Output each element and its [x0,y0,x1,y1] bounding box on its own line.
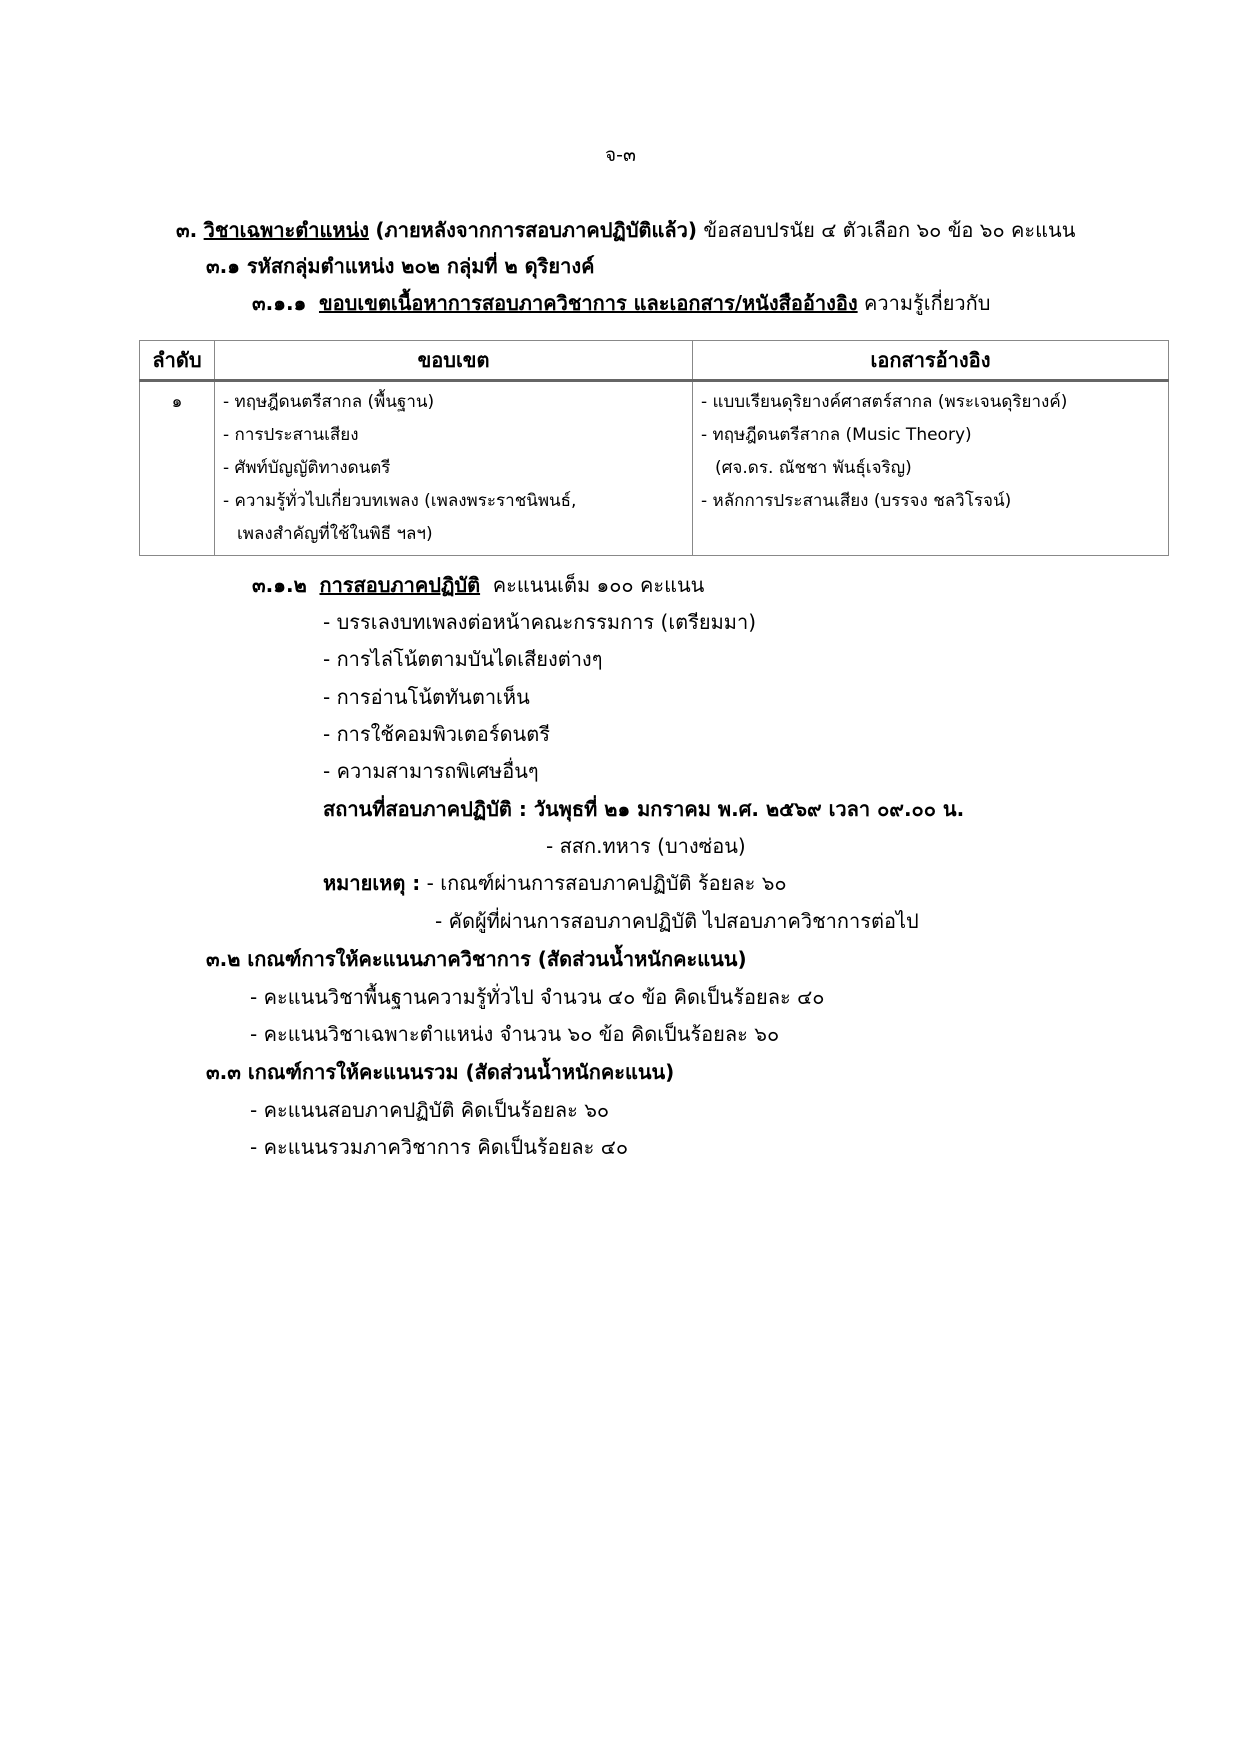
header-references: เอกสารอ้างอิง [693,341,1169,381]
header-scope: ขอบเขต [215,341,693,381]
scope-item: - ทฤษฎีดนตรีสากล (พื้นฐาน) [223,392,435,412]
practical-venue-line: สถานที่สอบภาคปฏิบัติ : วันพุธที่ ๒๑ มกราคม พ.ศ. ๒๕๖๙ เวลา ๐๙.๐๐ น. [323,797,965,821]
note-label: หมายเหตุ : [323,871,421,895]
header-order: ลำดับ [140,341,215,381]
scope-item-continuation: เพลงสำคัญที่ใช้ในพิธี ฯลฯ) [237,524,433,544]
criteria-item: - คะแนนสอบภาคปฏิบัติ คิดเป็นร้อยละ ๖๐ [250,1098,610,1122]
section-3-1-1-number: ๓.๑.๑ [252,291,307,315]
table-row [140,381,1169,556]
section-3-1-heading: ๓.๑ รหัสกลุ่มตำแหน่ง ๒๐๒ กลุ่มที่ ๒ ดุริยางค์ [206,254,595,278]
practical-venue-place: - สสก.ทหาร (บางซ่อน) [546,834,746,858]
section-3-1-1-suffix: ความรู้เกี่ยวกับ [863,291,991,315]
practical-item: - การไล่โน้ตตามบันไดเสียงต่างๆ [323,647,603,671]
note-item: - เกณฑ์ผ่านการสอบภาคปฏิบัติ ร้อยละ ๖๐ [426,871,787,895]
references-cell [693,381,1169,556]
reference-item: - แบบเรียนดุริยางค์ศาสตร์สากล (พระเจนดุริยางค์) [701,392,1068,412]
practical-item: - ความสามารถพิเศษอื่นๆ [323,759,539,783]
scope-item: - ความรู้ทั่วไปเกี่ยวบทเพลง (เพลงพระราชนิพนธ์, [223,491,577,511]
section-3-1-1-heading [252,290,990,316]
reference-item-continuation: (ศจ.ดร. ณัชชา พันธุ์เจริญ) [715,458,912,478]
practical-item: - การอ่านโน้ตทันตาเห็น [323,685,530,709]
page-number: จ-๓ [605,144,636,166]
scope-reference-table [139,340,1169,556]
scope-item: - การประสานเสียง [223,425,359,445]
criteria-item: - คะแนนวิชาพื้นฐานความรู้ทั่วไป จำนวน ๔๐ ข้อ คิดเป็นร้อยละ ๔๐ [250,985,825,1009]
section-3-1-2-title: การสอบภาคปฏิบัติ [319,573,481,597]
criteria-item: - คะแนนวิชาเฉพาะตำแหน่ง จำนวน ๖๐ ข้อ คิดเป็นร้อยละ ๖๐ [250,1022,780,1046]
reference-item: - หลักการประสานเสียง (บรรจง ชลวิโรจน์) [701,491,1012,511]
scope-cell [215,381,693,556]
note-item: - คัดผู้ที่ผ่านการสอบภาคปฏิบัติ ไปสอบภาควิชาการต่อไป [435,909,919,933]
section-3-details: ข้อสอบปรนัย ๔ ตัวเลือก ๖๐ ข้อ ๖๐ คะแนน [703,218,1076,242]
table-header-row [140,341,1169,381]
section-3-1-2-heading [252,572,704,598]
section-3-qualifier: (ภายหลังจากการสอบภาคปฏิบัติแล้ว) [375,218,698,242]
practical-item: - การใช้คอมพิวเตอร์ดนตรี [323,722,550,746]
section-3-3-heading: ๓.๓ เกณฑ์การให้คะแนนรวม (สัดส่วนน้ำหนักคะแนน) [206,1060,675,1084]
scope-item: - ศัพท์บัญญัติทางดนตรี [223,458,391,478]
reference-item: - ทฤษฎีดนตรีสากล (Music Theory) [701,425,972,445]
section-3-1-2-number: ๓.๑.๒ [252,573,307,597]
section-3-number: ๓. [176,218,198,242]
criteria-item: - คะแนนรวมภาควิชาการ คิดเป็นร้อยละ ๔๐ [250,1135,629,1159]
section-3-title: วิชาเฉพาะตำแหน่ง [203,218,370,242]
section-3-2-heading: ๓.๒ เกณฑ์การให้คะแนนภาควิชาการ (สัดส่วนน้ำหนักคะแนน) [206,947,747,971]
practical-item: - บรรเลงบทเพลงต่อหน้าคณะกรรมการ (เตรียมมา) [323,610,756,634]
row-number: ๑ [140,381,215,556]
section-3-1-1-title: ขอบเขตเนื้อหาการสอบภาควิชาการ และเอกสาร/หนังสืออ้างอิง [318,291,858,315]
section-3-1-2-score: คะแนนเต็ม ๑๐๐ คะแนน [492,573,705,597]
section-3-heading [176,217,1075,243]
practical-note [323,870,787,896]
